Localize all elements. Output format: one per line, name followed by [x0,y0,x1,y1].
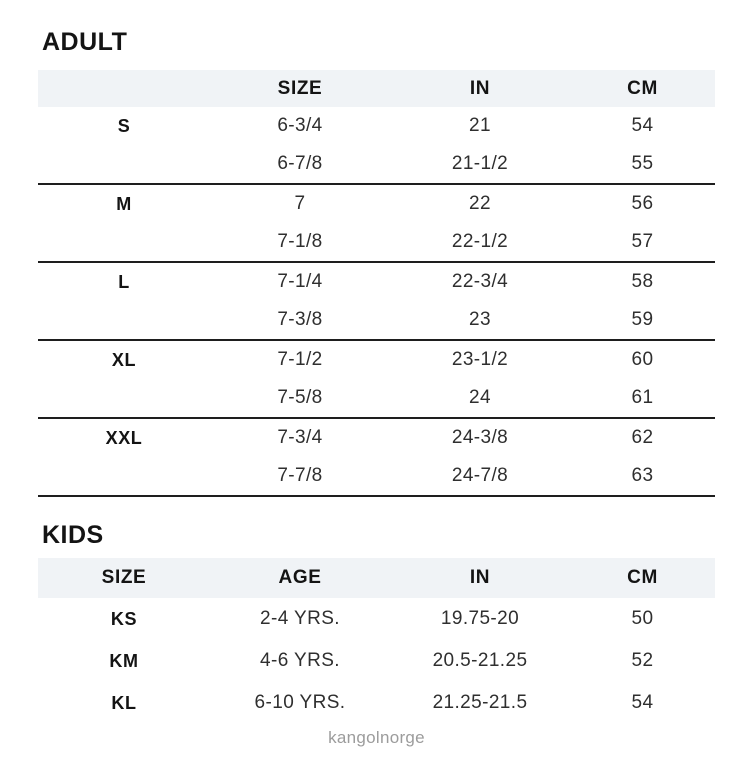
size-value: 7-7/8 [277,465,323,486]
kids-header-in: IN [469,567,491,588]
cm-value: 57 [631,231,654,252]
adult-header-size: SIZE [277,77,323,99]
size-value: 7-1/8 [277,231,323,252]
size-label: KL [111,692,137,713]
kids-size-table [38,558,715,724]
adult-size-group-m [38,185,715,263]
in-value: 24-3/8 [451,427,509,448]
cm-value: 58 [631,271,654,292]
size-chart-page [0,28,754,782]
size-value: 7-3/8 [277,309,323,330]
size-label: XL [111,349,137,370]
table-row [38,145,715,183]
table-row [38,379,715,417]
cm-value: 56 [631,193,654,214]
size-value: 6-3/4 [277,115,323,136]
in-value: 22-1/2 [451,231,509,252]
age-value: 6-10 YRS. [254,692,346,713]
kids-header-age: AGE [278,567,322,588]
table-row [38,107,715,145]
cm-value: 61 [631,387,654,408]
kids-table-header-row [38,558,715,598]
kids-header-size: SIZE [101,567,147,588]
cm-value: 62 [631,427,654,448]
cm-value: 63 [631,465,654,486]
size-label: KS [110,608,138,629]
adult-section-title: ADULT [42,28,128,56]
table-row [38,640,715,682]
in-value: 23 [469,309,491,330]
size-label: L [118,271,130,292]
age-value: 2-4 YRS. [260,608,340,629]
size-label: S [117,115,131,136]
in-value: 22 [469,193,491,214]
size-label: KM [109,650,139,671]
cm-value: 59 [631,309,654,330]
size-value: 7-3/4 [277,427,323,448]
cm-value: 55 [631,153,654,174]
age-value: 4-6 YRS. [260,650,340,671]
table-row [38,341,715,379]
adult-header-in: IN [469,77,491,99]
table-row [38,598,715,640]
adult-size-table [38,70,715,497]
adult-size-group-l [38,263,715,341]
in-value: 23-1/2 [451,349,509,370]
size-value: 6-7/8 [277,153,323,174]
in-value: 22-3/4 [451,271,509,292]
brand-watermark: kangolnorge [328,728,425,747]
kids-header-cm: CM [627,567,658,588]
adult-size-group-xxl [38,419,715,497]
size-label: M [116,193,132,214]
table-row [38,301,715,339]
in-value: 19.75-20 [440,608,520,629]
table-row [38,682,715,724]
size-value: 7-1/4 [277,271,323,292]
table-row [38,419,715,457]
cm-value: 54 [631,115,654,136]
in-value: 24-7/8 [451,465,509,486]
cm-value: 52 [631,650,654,671]
table-row [38,457,715,495]
size-value: 7-1/2 [277,349,323,370]
size-value: 7-5/8 [277,387,323,408]
adult-size-group-s [38,107,715,185]
adult-size-group-xl [38,341,715,419]
in-value: 20.5-21.25 [432,650,528,671]
in-value: 21-1/2 [451,153,509,174]
table-row [38,263,715,301]
adult-header-cm: CM [627,77,658,99]
cm-value: 50 [631,608,654,629]
size-label: XXL [105,427,143,448]
size-value: 7 [294,193,306,214]
cm-value: 54 [631,692,654,713]
in-value: 21.25-21.5 [432,692,528,713]
in-value: 24 [469,387,491,408]
cm-value: 60 [631,349,654,370]
in-value: 21 [469,115,491,136]
table-row [38,223,715,261]
adult-table-header-row [38,70,715,107]
kids-section-title: KIDS [42,521,104,549]
table-row [38,185,715,223]
